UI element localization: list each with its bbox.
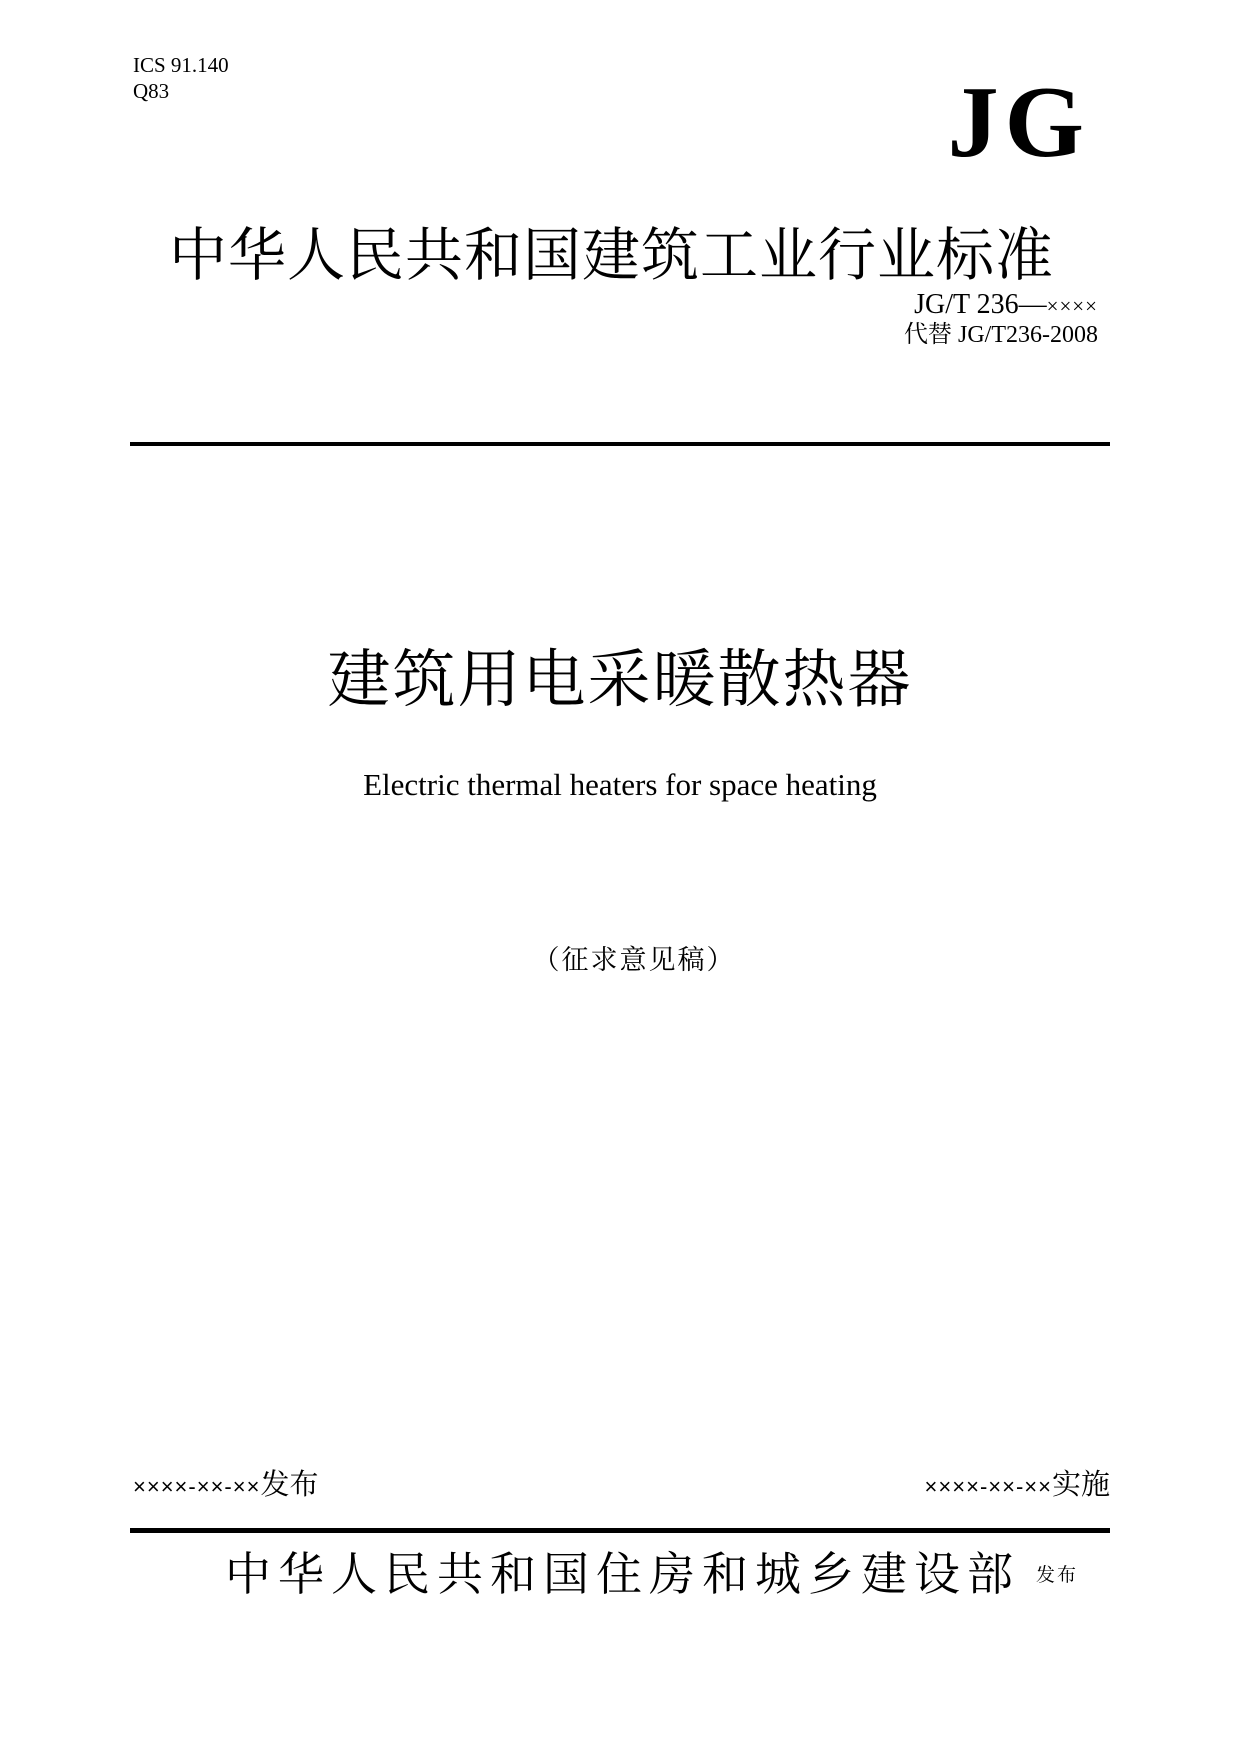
implement-date-label: 实施 <box>1051 1469 1110 1501</box>
bottom-divider-rule <box>130 1528 1110 1533</box>
replaces-note: 代替 JG/T236-2008 <box>904 322 1098 348</box>
document-title-chinese: 建筑用电采暖散热器 <box>327 645 913 715</box>
draft-for-comments-note: （征求意见稿） <box>532 945 736 975</box>
standard-type-heading: 中华人民共和国建筑工业行业标准 <box>168 223 1054 288</box>
jg-logo: JG <box>947 66 1090 179</box>
publisher-action-label: 发布 <box>1036 1565 1079 1586</box>
standard-number <box>914 290 1098 321</box>
publisher-row <box>225 1550 1078 1598</box>
standard-number-prefix: JG/T 236— <box>914 289 1047 320</box>
issue-date-item <box>133 1462 318 1503</box>
issue-date-value: ××××-××-×× <box>133 1474 261 1499</box>
top-divider-rule <box>130 442 1110 446</box>
publisher-name: 中华人民共和国住房和城乡建设部 <box>225 1548 1020 1600</box>
implement-date-value: ××××-××-×× <box>924 1474 1052 1499</box>
implement-date-item <box>925 1462 1110 1503</box>
issue-date-label: 发布 <box>260 1469 319 1501</box>
ics-code: ICS 91.140 <box>133 53 229 77</box>
document-title-english: Electric thermal heaters for space heating <box>363 767 877 802</box>
standard-number-placeholder: ×××× <box>1046 294 1098 318</box>
ics-classification-block <box>133 52 229 104</box>
doc-class-code: Q83 <box>133 79 170 103</box>
issue-implement-dates-row <box>133 1462 1110 1503</box>
